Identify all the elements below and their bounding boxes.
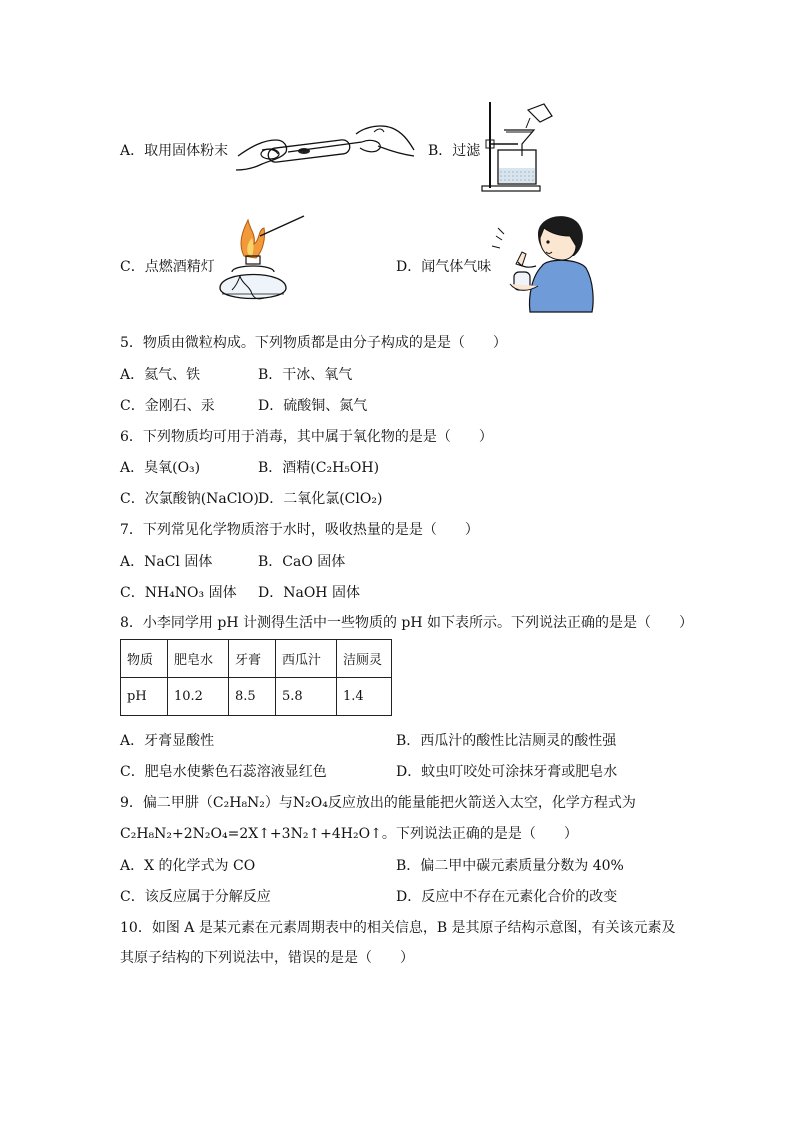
q10-stem-line2: 其原子结构的下列说法中，错误的是是（ ） [120,950,414,966]
q9-option-d: D．反应中不存在元素化合价的改变 [396,889,618,905]
filtration-illustration [478,100,558,192]
q6-option-c: C．次氯酸钠(NaClO) [120,491,259,507]
table-cell: 物质 [121,640,168,678]
q7-option-a: A．NaCl 固体 [120,554,213,570]
powder-sampling-illustration [232,120,418,172]
q7-option-b: B．CaO 固体 [258,554,346,570]
q5-option-d: D．硫酸铜、氮气 [258,398,368,414]
q8-option-d: D．蚊虫叮咬处可涂抹牙膏或肥皂水 [396,764,618,780]
table-row [121,678,392,716]
q5-stem: 5．物质由微粒构成。下列物质都是由分子构成的是是（ ） [120,335,507,351]
ph-table [120,639,392,716]
q9-equation: C₂H₈N₂+2N₂O₄=2X↑+3N₂↑+4H₂O↑。下列说法正确的是是（ ） [120,826,578,842]
q9-option-a: A．X 的化学式为 CO [120,858,256,874]
q6-option-b: B．酒精(C₂H₅OH) [258,460,380,476]
q10-stem-line1: 10．如图 A 是某元素在元素周期表中的相关信息，B 是其原子结构示意图，有关该元素及 [120,920,676,936]
q5-option-b: B．干冰、氧气 [258,367,353,383]
q5-option-a: A．氦气、铁 [120,367,201,383]
q8-option-b: B．西瓜汁的酸性比洁厕灵的酸性强 [396,733,617,749]
table-cell: 牙膏 [229,640,276,678]
table-cell: 8.5 [229,678,276,716]
q4-option-c: C．点燃酒精灯 [120,259,215,275]
table-cell: 肥皂水 [168,640,229,678]
q4-option-b: B．过滤 [428,143,481,159]
q8-stem: 8．小李同学用 pH 计测得生活中一些物质的 pH 如下表所示。下列说法正确的是是（ ） [120,615,694,631]
alcohol-lamp-illustration [212,210,308,310]
q7-option-c: C．NH₄NO₃ 固体 [120,585,237,601]
table-cell: 西瓜汁 [276,640,337,678]
table-cell: 10.2 [168,678,229,716]
q9-stem: 9．偏二甲肼（C₂H₈N₂）与N₂O₄反应放出的能量能把火箭送入太空，化学方程式为 [120,795,636,811]
table-cell: 5.8 [276,678,337,716]
q6-stem: 6．下列物质均可用于消毒，其中属于氧化物的是是（ ） [120,429,493,445]
table-row [121,640,392,678]
q4-option-a: A．取用固体粉末 [120,143,229,159]
q8-option-c: C．肥皂水使紫色石蕊溶液显红色 [120,764,327,780]
q4-option-d: D．闻气体气味 [396,259,492,275]
table-cell: pH [121,678,168,716]
q5-option-c: C．金刚石、汞 [120,398,215,414]
q7-option-d: D．NaOH 固体 [258,585,360,601]
q6-option-d: D．二氧化氯(ClO₂) [258,491,383,507]
q9-option-c: C．该反应属于分解反应 [120,889,271,905]
table-cell: 1.4 [337,678,392,716]
q9-option-b: B．偏二甲中碳元素质量分数为 40% [396,858,624,874]
table-cell: 洁厕灵 [337,640,392,678]
q7-stem: 7．下列常见化学物质溶于水时，吸收热量的是是（ ） [120,522,479,538]
q8-option-a: A．牙膏显酸性 [120,733,215,749]
smelling-gas-illustration [486,206,600,316]
q6-option-a: A．臭氧(O₃) [120,460,201,476]
